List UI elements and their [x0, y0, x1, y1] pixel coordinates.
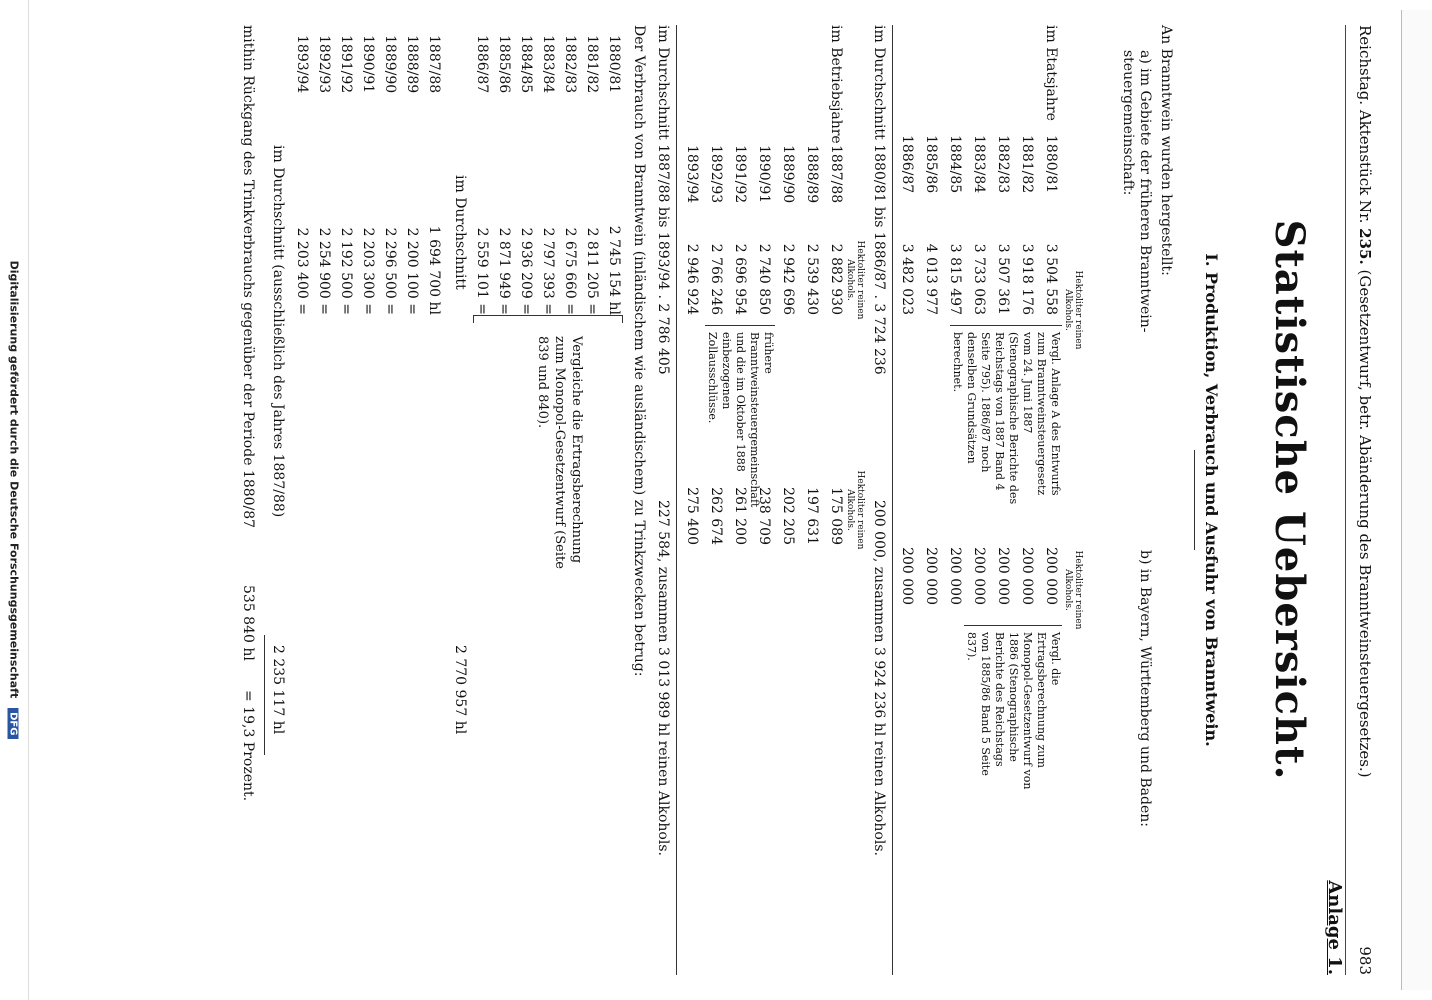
table3-row: 1880/81 2 745 154 hl [606, 35, 622, 315]
rotated-document [45, 25, 1385, 975]
table4-sum-rule [264, 635, 265, 755]
page-number: 983 [1356, 946, 1375, 975]
section-heading: I. Produktion, Verbrauch und Ausfuhr von Branntwein. [1202, 253, 1221, 747]
final-percent: = 19,3 Prozent. [240, 690, 256, 802]
region-b-heading: b) in Bayern, Württemberg und Baden: [1137, 550, 1153, 828]
page-title: Statistische Uebersicht. [1266, 219, 1313, 781]
final-line: mithin Rückgang des Trinkverbrauchs gegenüber der Periode 1880/87 [240, 25, 256, 529]
table2-row: 1887/88 2 882 930 175 089 [828, 145, 844, 545]
table1-rule [892, 25, 893, 975]
digitization-credit [8, 0, 21, 1000]
table2-row: 1888/89 2 539 430 197 631 [804, 145, 820, 545]
table3-row: 1882/83 2 675 660 = [562, 35, 578, 315]
table4-average-label: im Durchschnitt (ausschließlich des Jahres 1887/88) [270, 145, 286, 518]
table2-average-total: 227 584, zusammen 3 013 989 hl reinen Alkohols. [655, 500, 671, 856]
table1-row: 1882/83 3 507 361 200 000 [995, 135, 1011, 605]
page-edge [1401, 10, 1432, 990]
table4-row: 1890/91 2 203 300 = [360, 35, 376, 315]
table4-row: 1887/88 1 694 700 hl [426, 35, 442, 315]
consumption-intro: Der Verbrauch von Branntwein (inländischem wie ausländischem) zu Trinkzwecken betrug: [631, 25, 647, 677]
digitization-credit-text: Digitalisierung gefördert durch die Deutsche Forschungsgemeinschaft [7, 260, 21, 699]
table4-average-value: 2 235 117 hl [270, 645, 286, 735]
table1-prefix: im Etatsjahre [1043, 25, 1059, 121]
dfg-logo: DFG [8, 708, 19, 739]
table1-row: 1881/82 3 918 176 200 000 [1019, 135, 1035, 605]
unit-label-a: Hektoliter reinen Alkohols. [1063, 270, 1083, 350]
table2-average: im Durchschnitt 1887/88 bis 1893/94 . 2 786 405 [655, 25, 671, 375]
table4-row: 1889/90 2 296 500 = [382, 35, 398, 315]
table4-row: 1893/94 2 203 400 = [294, 35, 310, 315]
digitization-credit-strip [0, 0, 29, 1000]
table4-row: 1888/89 2 200 100 = [404, 35, 420, 315]
table3-row: 1885/86 2 871 949 = [496, 35, 512, 315]
table4-row: 1891/92 2 192 500 = [338, 35, 354, 315]
table1-average: im Durchschnitt 1880/81 bis 1886/87 . 3 724 236 [871, 25, 887, 375]
running-header [1345, 25, 1385, 975]
unit-label-b: Hektoliter reinen Alkohols. [1063, 550, 1083, 630]
table1-row: 1885/86 4 013 977 200 000 [923, 135, 939, 605]
intro-text: An Branntwein wurden hergestellt: [1158, 25, 1174, 276]
table2-row: 1892/93 2 766 246 262 674 [708, 145, 724, 545]
table3-row: 1886/87 2 559 101 = [474, 35, 490, 315]
final-value: 535 840 hl [240, 585, 256, 661]
table1-note-a: Vergl. Anlage A des Entwurfs zum Branntweinsteuergesetz vom 24. Juni 1887 (Stenographische Berichte des Reichstags von 1887 Band 4 Seite 795). 1886/87 noch denselben Grundsätzen berechnet. [950, 325, 1062, 505]
table2-rule [676, 25, 677, 975]
scanned-page [40, 10, 1432, 990]
header-left: Reichstag. Aktenstück Nr. 235. (Gesetzentwurf, betr. Abänderung des Branntweinsteuergesetzes.) [1356, 25, 1375, 778]
annex-label: Anlage 1. [1324, 880, 1345, 975]
table3-row: 1883/84 2 797 393 = [540, 35, 556, 315]
table3-bracket [473, 315, 623, 323]
document-number: 235. [1356, 228, 1375, 265]
table2-note: frühere Branntweinsteuergemeinschaft und die im Oktober 1888 einbezogenen Zollausschlüsse. [705, 325, 775, 475]
table3-average-label: im Durchschnitt [452, 175, 468, 290]
header-subject: (Gesetzentwurf, betr. Abänderung des Branntweinsteuergesetzes.) [1356, 269, 1375, 778]
section-rule [1194, 450, 1195, 550]
table1-row: 1883/84 3 733 063 200 000 [971, 135, 987, 605]
table2-row: 1893/94 2 946 924 275 400 [684, 145, 700, 545]
table3-average-value: 2 770 957 hl [452, 645, 468, 735]
table2-row: 1889/90 2 942 696 202 205 [780, 145, 796, 545]
region-a-heading: a) im Gebiete der früheren Branntwein-steuergemeinschaft: [1120, 50, 1153, 333]
table1-note-b: Vergl. die Ertragsberechnung zum Monopol-Gesetzentwurf von 1886 (Stenographische Berichte des Reichstags von 1885/86 Band 5 Seite 837). [964, 625, 1062, 790]
table1-row: 1886/87 3 482 023 200 000 [899, 135, 915, 605]
table2-row: 1891/92 2 696 954 261 200 [732, 145, 748, 545]
unit-label-t2b: Hektoliter reinen Alkohols. [845, 470, 865, 550]
table2-row: 1890/91 2 740 850 238 709 [756, 145, 772, 545]
table4-row: 1892/93 2 254 900 = [316, 35, 332, 315]
table1-average-total: 200 000, zusammen 3 924 236 hl reinen Alkohols. [871, 500, 887, 856]
table1-row: 1884/85 3 815 497 200 000 [947, 135, 963, 605]
table2-prefix: im Betriebsjahre [828, 25, 844, 144]
table3-note: Vergleiche die Ertragsberechnung zum Monopol-Gesetzentwurf (Seite 839 und 840). [535, 336, 584, 569]
unit-label-t2a: Hektoliter reinen Alkohols. [845, 240, 865, 320]
table1-row: 1880/81 3 504 558 200 000 [1043, 135, 1059, 605]
table3-row: 1884/85 2 936 209 = [518, 35, 534, 315]
table3-row: 1881/82 2 811 205 = [584, 35, 600, 315]
